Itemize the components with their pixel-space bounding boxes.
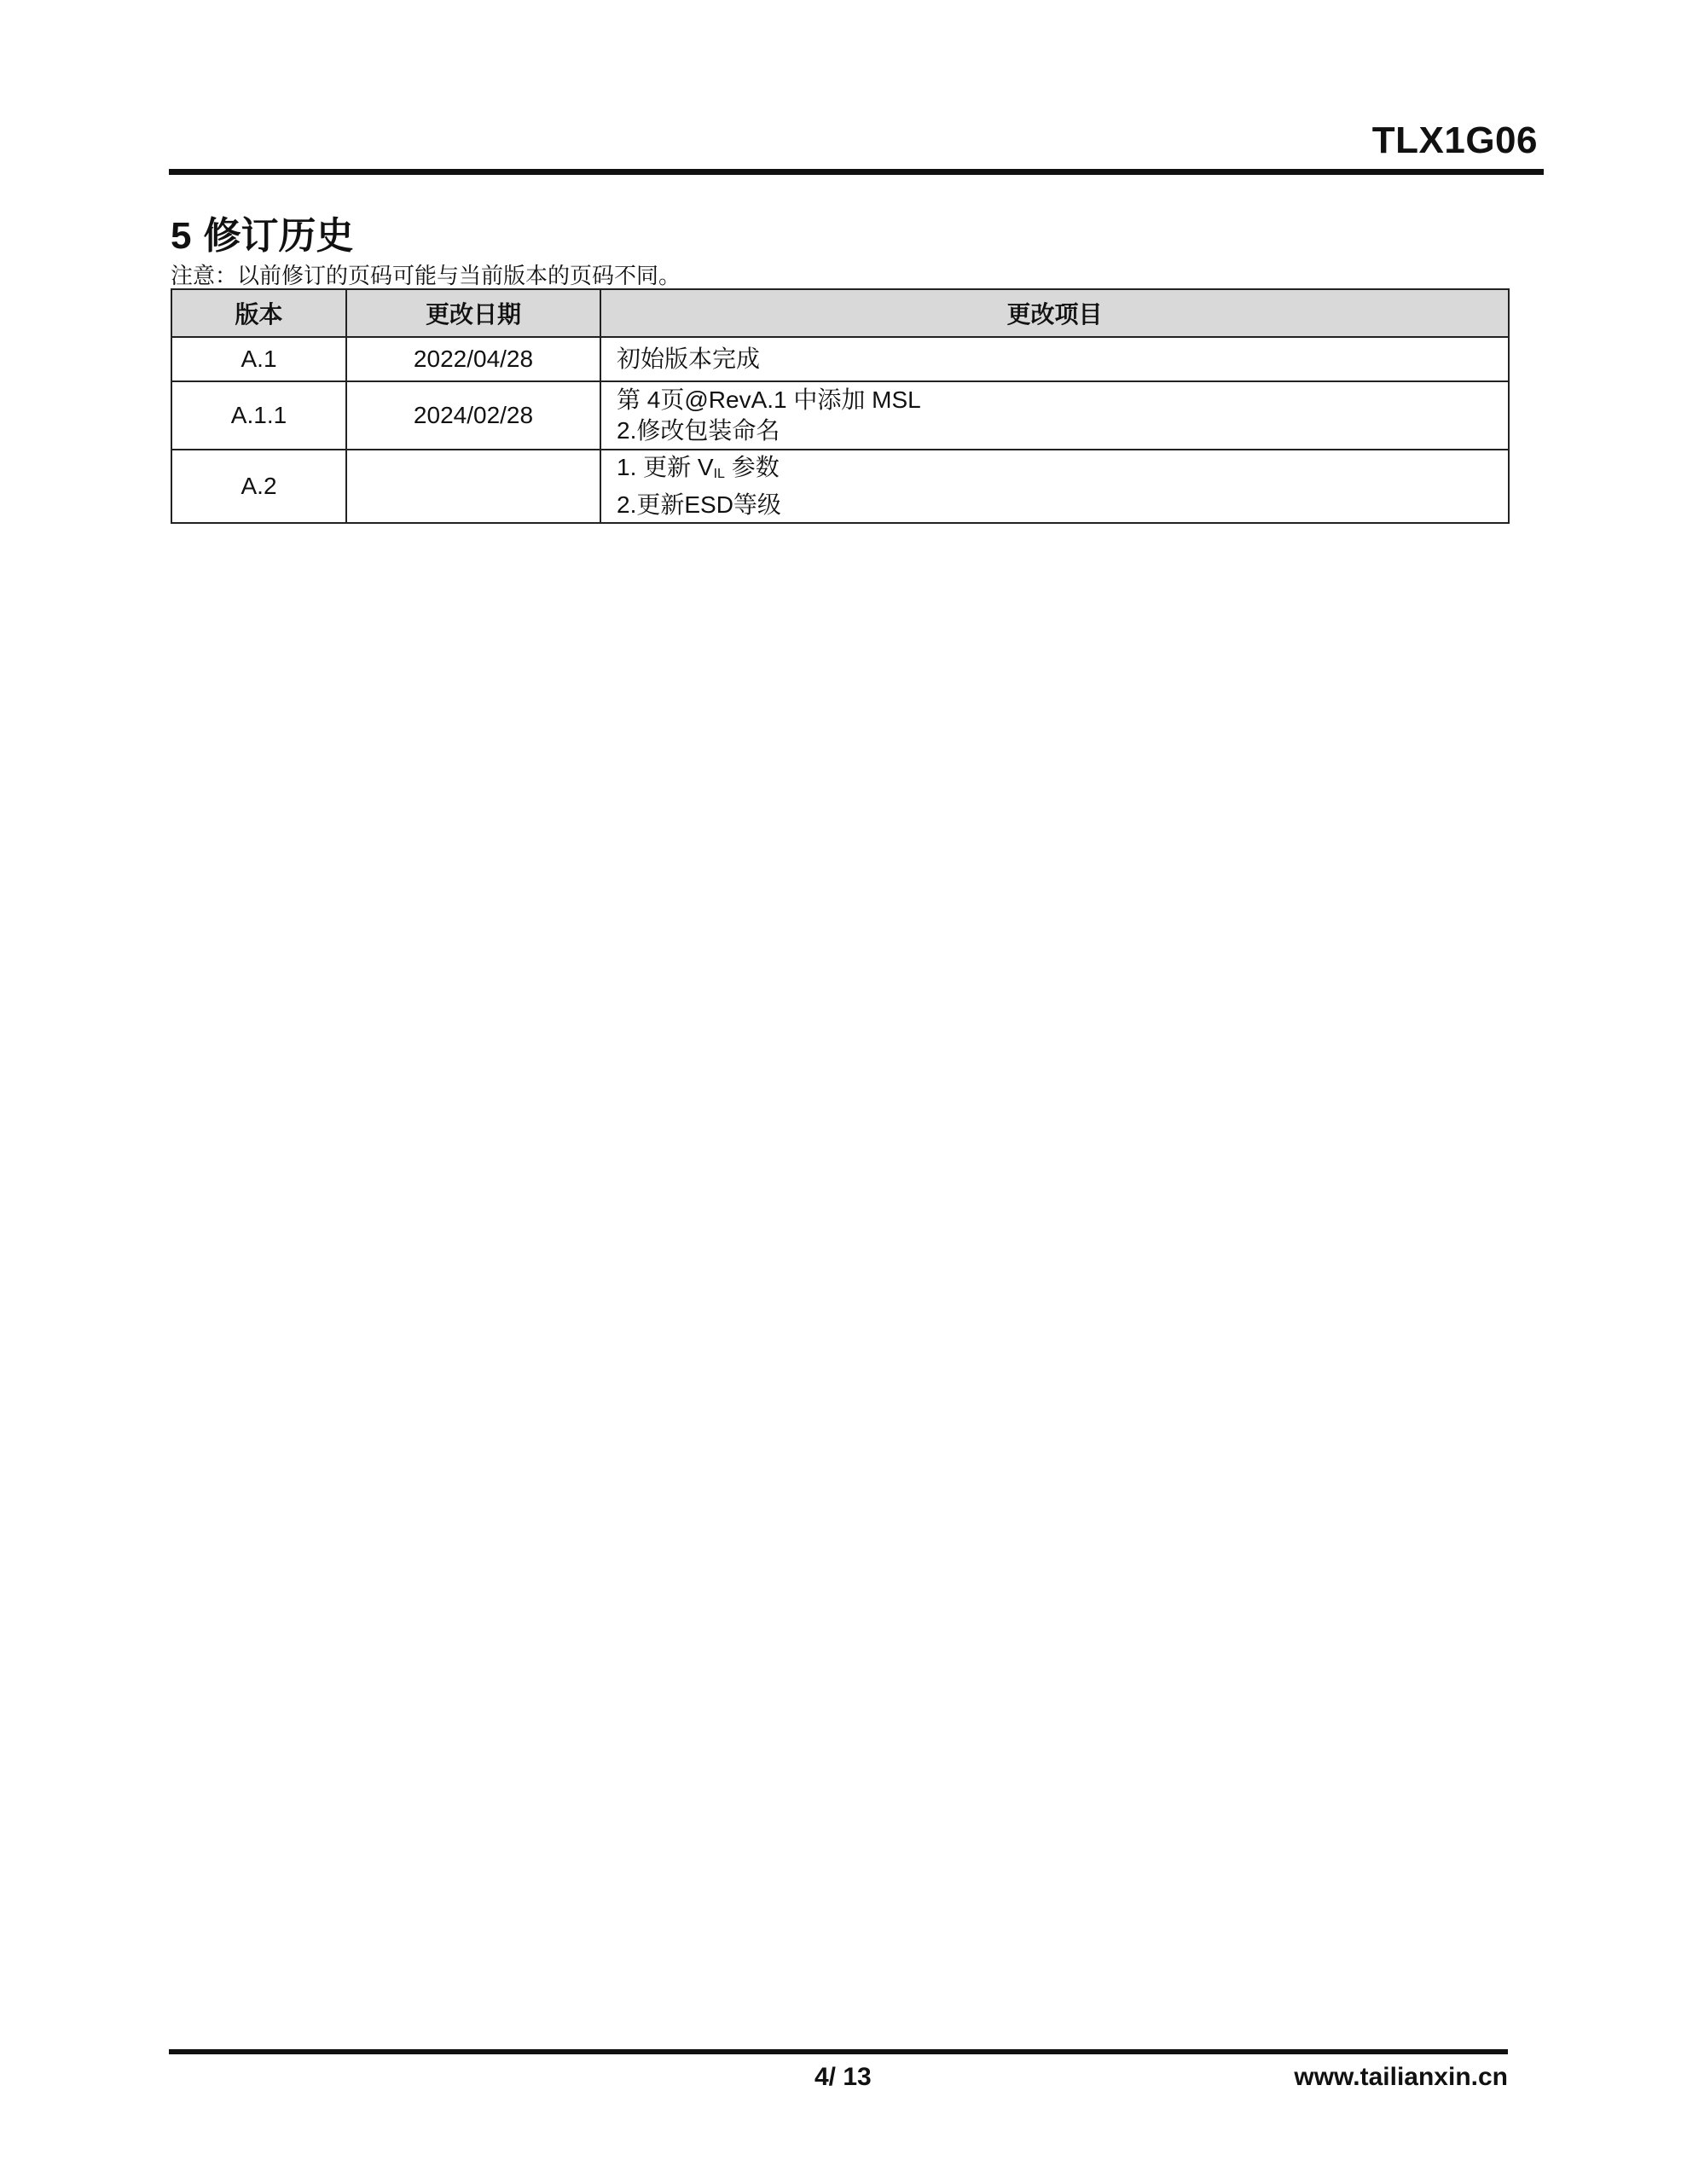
version-cell: A.2 [171, 450, 346, 523]
vil-subscript: IL [713, 467, 725, 481]
column-header-date: 更改日期 [346, 289, 600, 337]
change-line: 第 4页@RevA.1 中添加 MSL [617, 386, 921, 413]
document-part-number: TLX1G06 [1371, 119, 1538, 161]
date-cell [346, 450, 600, 523]
changes-cell [600, 337, 1509, 381]
date-cell: 2022/04/28 [346, 337, 600, 381]
change-line: 2.更新ESD等级 [617, 491, 781, 518]
page-number: 4/ 13 [815, 2063, 872, 2091]
section-title: 修订历史 [203, 215, 354, 257]
version-cell: A.1 [171, 337, 346, 381]
changes-cell [600, 450, 1509, 523]
version-cell: A.1.1 [171, 381, 346, 450]
change-line-suffix: 参数 [724, 454, 780, 480]
revision-history-table [171, 288, 1510, 524]
change-line-prefix: 1. 更新 V [617, 454, 714, 480]
column-header-changes: 更改项目 [600, 289, 1509, 337]
website-link[interactable]: www.tailianxin.cn [1294, 2063, 1508, 2091]
footer-divider [169, 2049, 1508, 2054]
revision-note: 注意：以前修订的页码可能与当前版本的页码不同。 [171, 263, 681, 288]
change-line [617, 452, 1493, 490]
table-row [171, 450, 1509, 523]
change-line: 初始版本完成 [617, 346, 761, 372]
section-heading [171, 205, 353, 259]
header-divider [169, 169, 1544, 175]
table-row [171, 337, 1509, 381]
date-cell: 2024/02/28 [346, 381, 600, 450]
table-row [171, 381, 1509, 450]
changes-cell [600, 381, 1509, 450]
column-header-version: 版本 [171, 289, 346, 337]
change-line: 2.修改包装命名 [617, 417, 780, 444]
table-header-row [171, 289, 1509, 337]
section-number: 5 [171, 215, 192, 257]
